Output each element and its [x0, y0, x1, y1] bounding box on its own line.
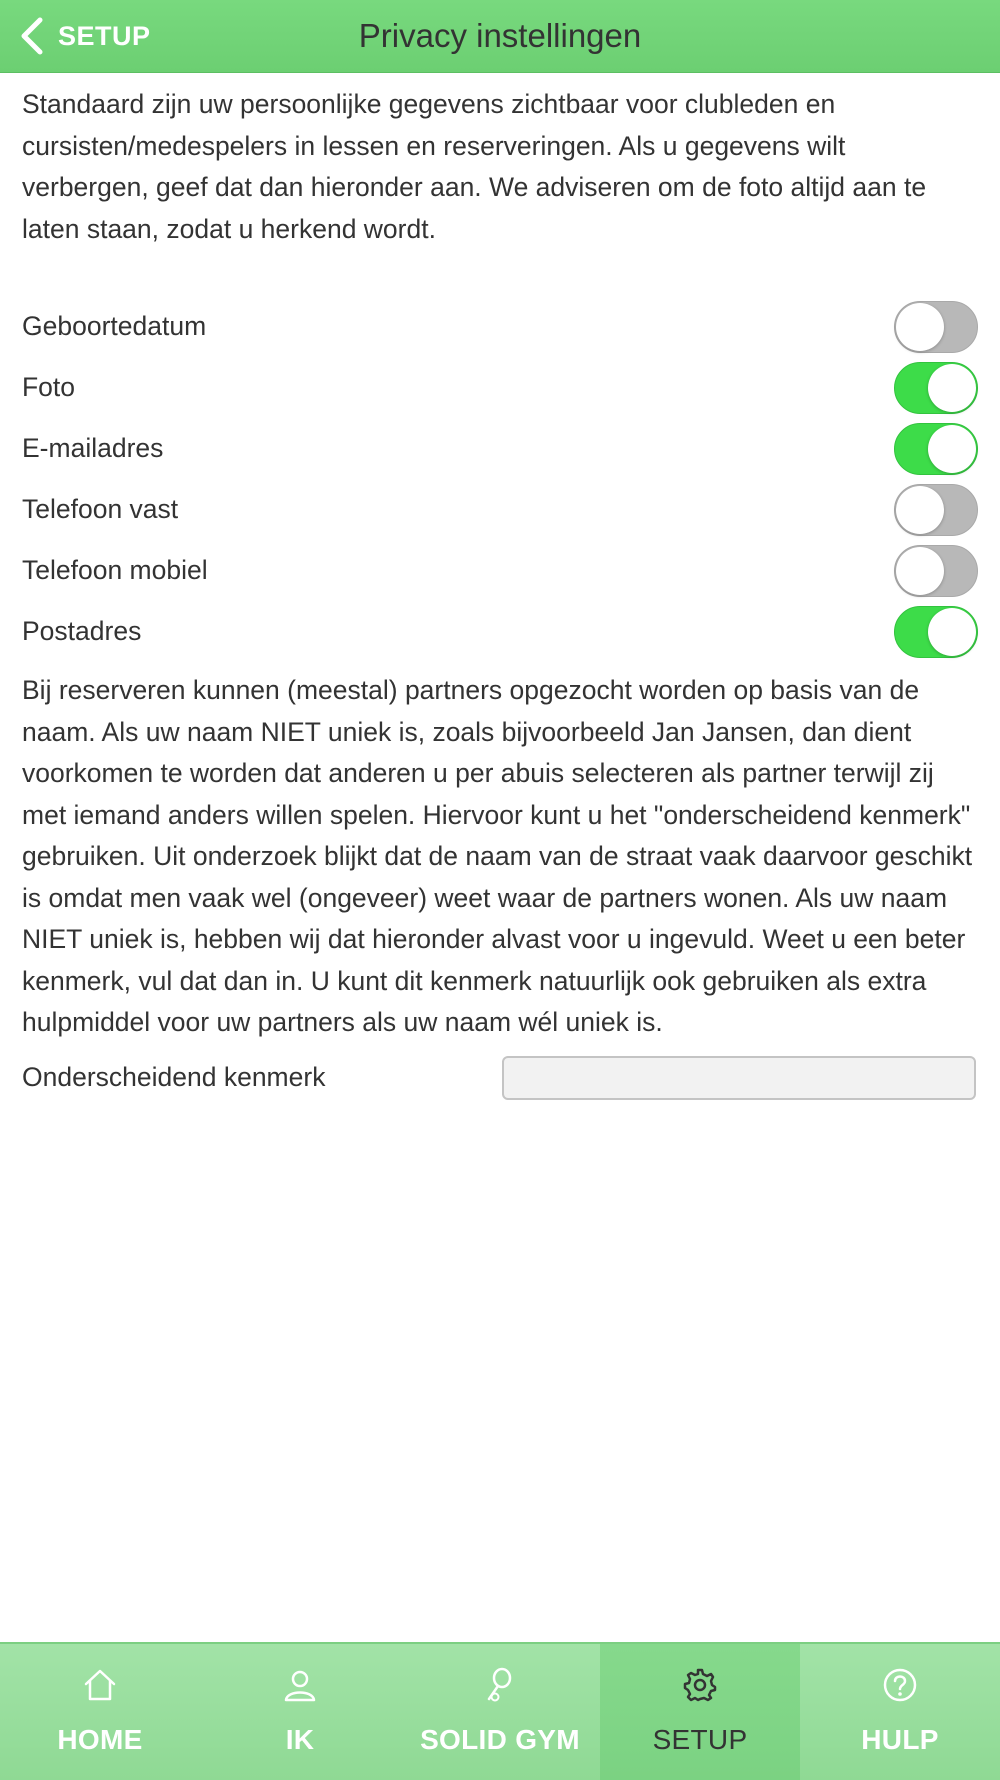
- tab-label: SOLID GYM: [420, 1724, 580, 1755]
- setting-label: Geboortedatum: [22, 311, 207, 341]
- privacy-settings-list: [22, 296, 978, 662]
- tennis-racket-icon: [481, 1666, 519, 1704]
- toggle-postadres[interactable]: [894, 606, 978, 658]
- tab-label: IK: [285, 1724, 315, 1755]
- gear-icon: [681, 1666, 719, 1704]
- bottom-tab-bar: [0, 1642, 1000, 1780]
- setting-row-telefoon-vast: [22, 479, 978, 540]
- toggle-knob: [928, 364, 976, 412]
- kenmerk-field-row: [22, 1056, 978, 1100]
- intro-text: Standaard zijn uw persoonlijke gegevens zichtbaar voor clubleden en cursisten/medespelers in lessen en reserveringen. Als u gegevens wilt verbergen, geef dat dan hieronder aan. We adviseren om de foto altijd aan te laten staan, zodat u herkend wordt.: [22, 89, 927, 244]
- kenmerk-label: Onderscheidend kenmerk: [22, 1062, 326, 1092]
- tab-label: HULP: [861, 1724, 939, 1755]
- setting-label: Telefoon mobiel: [22, 555, 208, 585]
- kenmerk-input[interactable]: [502, 1056, 976, 1100]
- toggle-knob: [928, 608, 976, 656]
- toggle-telefoon-mobiel[interactable]: [894, 545, 978, 597]
- tab-label: SETUP: [652, 1724, 748, 1755]
- chevron-left-icon: [18, 16, 46, 56]
- home-icon: [81, 1666, 119, 1704]
- toggle-e-mailadres[interactable]: [894, 423, 978, 475]
- help-icon: [881, 1666, 919, 1704]
- tab-label: HOME: [57, 1724, 143, 1755]
- description-text: Bij reserveren kunnen (meestal) partners opgezocht worden op basis van de naam. Als uw naam NIET uniek is, zoals bijvoorbeeld Jan Jansen, dan dient voorkomen te worden dat anderen u per abuis selecteren als partner terwijl zij met iemand anders willen spelen. Hiervoor kunt u het "onderscheidend kenmerk" gebruiken. Uit onderzoek blijkt dat de naam van de straat vaak daarvoor geschikt is omdat men vaak wel (ongeveer) weet waar de partners wonen. Als uw naam NIET uniek is, hebben wij dat hieronder alvast voor u ingevuld. Weet u een beter kenmerk, vul dat dan in. U kunt dit kenmerk natuurlijk ook gebruiken als extra hulpmiddel voor uw partners als uw naam wél uniek is.: [22, 675, 973, 1037]
- toggle-knob: [896, 547, 944, 595]
- setting-row-foto: [22, 357, 978, 418]
- back-button[interactable]: [18, 0, 151, 72]
- main-content: [22, 84, 978, 1100]
- tab-ik[interactable]: [200, 1644, 400, 1780]
- setting-row-e-mailadres: [22, 418, 978, 479]
- setting-label: Telefoon vast: [22, 494, 179, 524]
- page-title: Privacy instellingen: [358, 17, 642, 54]
- setting-label: Foto: [22, 372, 76, 402]
- tab-solid-gym[interactable]: [400, 1644, 600, 1780]
- toggle-knob: [928, 425, 976, 473]
- user-icon: [281, 1666, 319, 1704]
- toggle-knob: [896, 303, 944, 351]
- tab-setup[interactable]: [600, 1644, 800, 1780]
- header-bar: [0, 0, 1000, 73]
- setting-row-telefoon-mobiel: [22, 540, 978, 601]
- setting-label: Postadres: [22, 616, 142, 646]
- setting-row-geboortedatum: [22, 296, 978, 357]
- toggle-telefoon-vast[interactable]: [894, 484, 978, 536]
- toggle-knob: [896, 486, 944, 534]
- tab-home[interactable]: [0, 1644, 200, 1780]
- tab-hulp[interactable]: [800, 1644, 1000, 1780]
- toggle-geboortedatum[interactable]: [894, 301, 978, 353]
- toggle-foto[interactable]: [894, 362, 978, 414]
- back-label: SETUP: [58, 20, 151, 51]
- setting-label: E-mailadres: [22, 433, 164, 463]
- setting-row-postadres: [22, 601, 978, 662]
